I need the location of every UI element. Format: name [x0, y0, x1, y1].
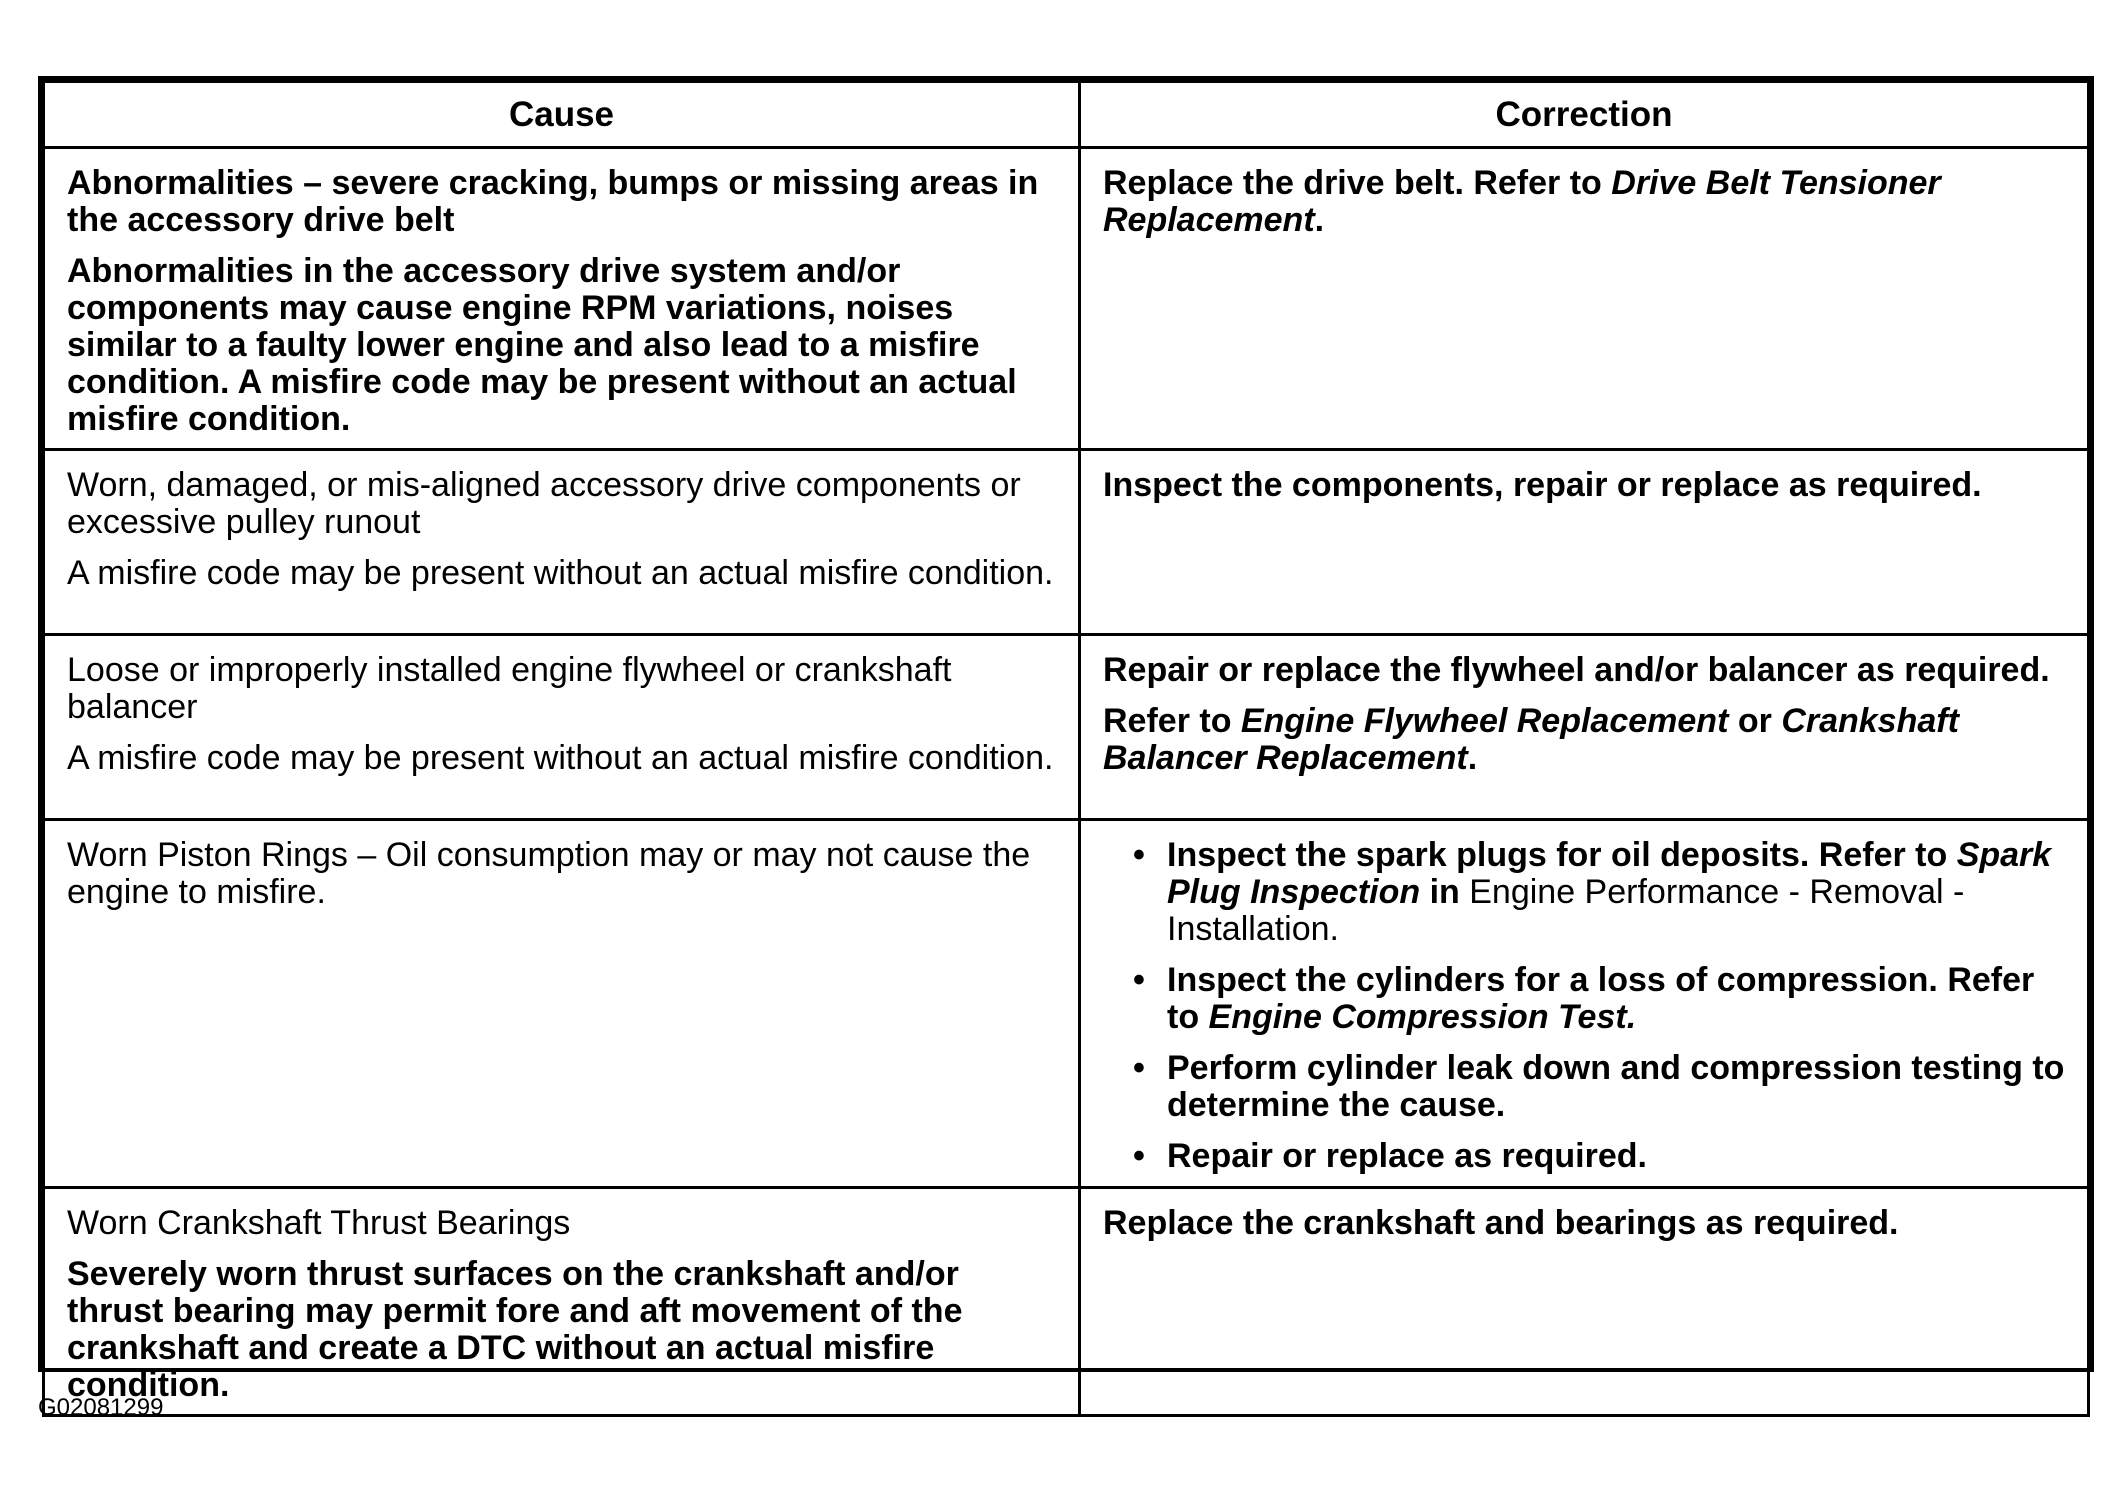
- header-correction: Correction: [1080, 82, 2089, 148]
- bullet-text: Perform cylinder leak down and compression testing to determine the cause.: [1167, 1049, 2065, 1124]
- correction-text: [1103, 165, 2067, 239]
- table-row: [44, 635, 2089, 820]
- correction-or: or: [1728, 702, 1782, 740]
- table-header-row: [44, 82, 2089, 148]
- cause-note: A misfire code may be present without an actual misfire condition.: [67, 554, 1054, 592]
- bullet-icon: •: [1133, 1049, 1145, 1087]
- correction-cell: [1080, 148, 2089, 450]
- diagnostic-table: [42, 80, 2090, 1417]
- correction-reference-line: [1103, 703, 2067, 777]
- correction-cell: [1080, 820, 2089, 1188]
- cause-cell: [44, 635, 1080, 820]
- bullet-text: Inspect the spark plugs for oil deposits. Refer to: [1167, 836, 1957, 874]
- cause-title: Abnormalities – severe cracking, bumps or missing areas in the accessory drive belt: [67, 164, 1039, 239]
- cause-title: Worn Piston Rings – Oil consumption may or may not cause the engine to misfire.: [67, 836, 1031, 911]
- correction-reference: Crankshaft Balancer Replacement: [1103, 702, 1959, 777]
- cause-note: Abnormalities in the accessory drive system and/or components may cause engine RPM variations, noises similar to a faulty lower engine and also lead to a misfire condition. A misfire code may be present without an actual misfire condition.: [67, 252, 1017, 438]
- cause-title: Worn, damaged, or mis-aligned accessory drive components or excessive pulley runout: [67, 466, 1021, 541]
- list-item: [1133, 1137, 2067, 1175]
- cause-cell: [44, 820, 1080, 1188]
- correction-text: Repair or replace the flywheel and/or balancer as required.: [1103, 651, 2050, 689]
- correction-cell: [1080, 1188, 2089, 1416]
- correction-text-main: Refer to: [1103, 702, 1241, 740]
- cause-title: Loose or improperly installed engine flywheel or crankshaft balancer: [67, 651, 952, 726]
- correction-text-end: .: [1467, 739, 1478, 777]
- bullet-reference: Engine Compression Test.: [1208, 998, 1637, 1036]
- bullet-plain-reference: Engine Performance - Removal - Installation.: [1167, 873, 1965, 948]
- cause-title: Worn Crankshaft Thrust Bearings: [67, 1204, 571, 1242]
- bullet-text: Inspect the cylinders for a loss of compression. Refer to: [1167, 961, 2035, 1036]
- correction-reference: Drive Belt Tensioner Replacement: [1103, 164, 1941, 239]
- correction-cell: [1080, 635, 2089, 820]
- correction-text: Inspect the components, repair or replace as required.: [1103, 466, 1982, 504]
- cause-cell: [44, 1188, 1080, 1416]
- bullet-text-mid: in: [1420, 873, 1470, 911]
- table-row: [44, 450, 2089, 635]
- bullet-reference: Spark Plug Inspection: [1167, 836, 2052, 911]
- list-item: [1133, 1049, 2067, 1124]
- cause-cell: [44, 450, 1080, 635]
- table-row: [44, 1188, 2089, 1416]
- bullet-icon: •: [1133, 836, 1145, 874]
- cause-cell: [44, 148, 1080, 450]
- correction-text: Replace the crankshaft and bearings as required.: [1103, 1204, 1899, 1242]
- cause-note: Severely worn thrust surfaces on the crankshaft and/or thrust bearing may permit fore and aft movement of the crankshaft and create a DTC without an actual misfire condition.: [67, 1255, 963, 1404]
- header-cause: Cause: [44, 82, 1080, 148]
- bullet-icon: •: [1133, 1137, 1145, 1175]
- table-row: [44, 148, 2089, 450]
- cause-note: A misfire code may be present without an actual misfire condition.: [67, 739, 1054, 777]
- list-item: [1133, 836, 2067, 948]
- correction-reference: Engine Flywheel Replacement: [1240, 702, 1729, 740]
- correction-text-end: .: [1314, 201, 1325, 239]
- correction-text-main: Replace the drive belt. Refer to: [1103, 164, 1612, 202]
- figure-id: G02081299: [38, 1394, 164, 1421]
- diagnostic-table-frame: [38, 76, 2094, 1404]
- correction-bullet-list: [1103, 837, 2067, 1175]
- bullet-icon: •: [1133, 961, 1145, 999]
- list-item: [1133, 961, 2067, 1036]
- table-row: [44, 820, 2089, 1188]
- correction-cell: [1080, 450, 2089, 635]
- bullet-text: Repair or replace as required.: [1167, 1137, 1647, 1175]
